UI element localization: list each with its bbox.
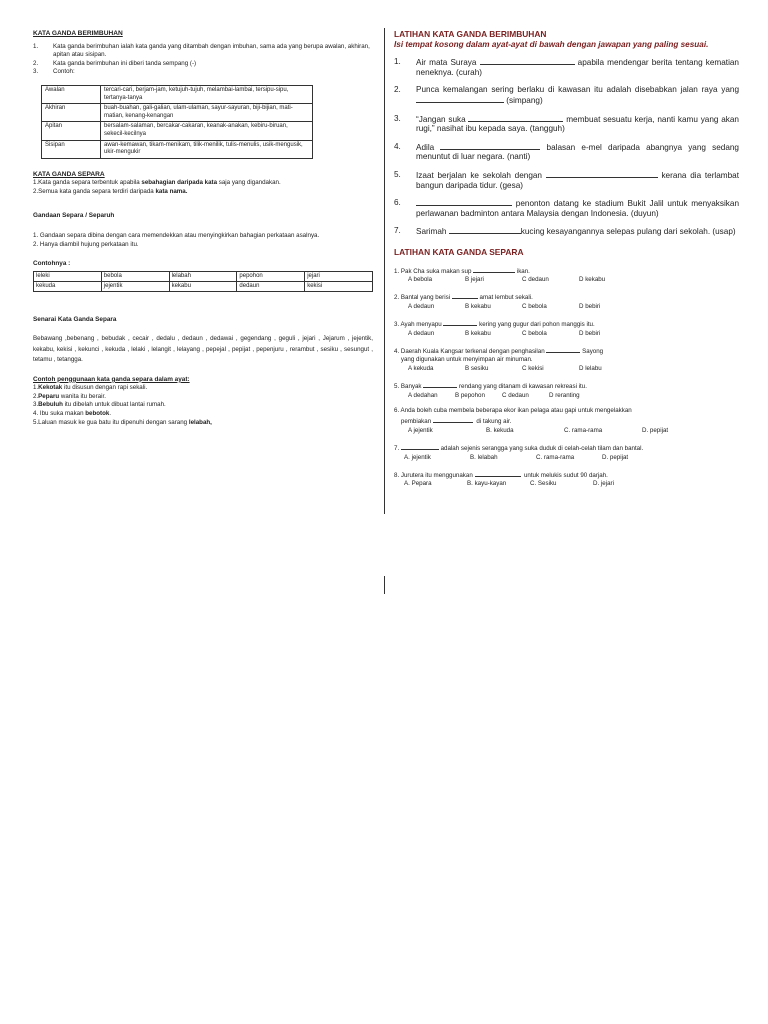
mcq-question [394, 407, 739, 435]
heading-contoh-penggunaan: Contoh penggunaan kata ganda separa dalam ayat: [33, 375, 190, 383]
options-row [394, 392, 739, 400]
kata-ganda-word: bebotok [85, 410, 110, 418]
item-text: Kata ganda berimbuhan ialah kata ganda yang ditambah dengan imbuhan, sama ada yang berupa awalan, akhiran, apitan atau sisipan. [53, 42, 370, 59]
answer-option[interactable]: D lelabu [579, 364, 602, 372]
contoh-ayat-list [33, 384, 373, 427]
item-text: Contoh: [53, 68, 75, 76]
exercise-title-berimbuhan: LATIHAN KATA GANDA BERIMBUHAN [394, 29, 547, 39]
options-row [394, 276, 739, 284]
word-cell: pepohon [237, 271, 305, 281]
intro-item [33, 43, 373, 60]
contoh-ayat: 5.Laluan masuk ke gua batu itu dipenuhi dengan sarang lelabah, [33, 418, 212, 426]
answer-option[interactable]: A jejentik [408, 426, 433, 434]
question-text: 4. Daerah Kuala Kangsar terkenal dengan penghasilan Sayong yang digunakan untuk menyimpan air minuman. [394, 345, 739, 365]
table-row [42, 85, 313, 103]
question-number: 2. [394, 85, 401, 95]
question-text: penonton datang ke stadium Bukit Jalil untuk menyaksikan perlawanan badminton antara Malaysia dengan Indonesia. (duyun) [416, 199, 739, 218]
answer-option[interactable]: A dedahan [408, 391, 438, 399]
table-row [42, 122, 313, 140]
answer-option[interactable]: B pepohon [455, 391, 485, 399]
answer-option[interactable]: C dedaun [502, 391, 529, 399]
answer-blank [443, 318, 477, 326]
answer-blank [475, 469, 521, 477]
question-text: Adila balasan e-mel daripada abangnya yang sedang menuntut di luar negara. (nanti) [416, 142, 739, 162]
item-number: 2. [33, 59, 39, 67]
contoh-ayat: 2.Peparu wanita itu berair. [33, 392, 106, 400]
intro-item [33, 60, 373, 69]
answer-blank [480, 57, 575, 65]
fill-question [394, 170, 739, 190]
mcq-question [394, 291, 739, 311]
imbuhan-examples: tercari-cari, berjam-jam, ketujuh-tujuh, melambai-lambai, tersipu-sipu, tertanya-tanya [101, 85, 313, 103]
imbuhan-table [41, 85, 313, 159]
imbuhan-examples: buah-buahan, gali-galian, ulam-ulaman, sayur-sayuran, biji-bijian, mati-matian, kenang-kenangan [101, 104, 313, 122]
kata-ganda-word: Bebuluh [38, 401, 63, 409]
answer-option[interactable]: B kekabu [465, 329, 491, 337]
item-text: Kata ganda berimbuhan ini diberi tanda sempang (-) [53, 59, 197, 67]
mcq-question [394, 318, 739, 338]
answer-option[interactable]: A dedaun [408, 329, 435, 337]
fill-question [394, 198, 739, 218]
separa-note: 2.Semua kata ganda separa terdiri daripada kata nama. [33, 187, 188, 195]
imbuhan-type: Apitan [42, 122, 101, 140]
answer-blank [433, 415, 473, 423]
table-row [42, 104, 313, 122]
answer-option[interactable]: B kekabu [465, 302, 491, 310]
bold-phrase: sebahagian daripada kata [141, 179, 218, 187]
heading-kata-ganda-separa: KATA GANDA SEPARA [33, 170, 105, 178]
contoh-label: Contohnya : [33, 260, 71, 268]
exercise-column [394, 30, 739, 489]
word-cell: bebola [101, 271, 169, 281]
answer-blank [546, 345, 580, 353]
word-cell: dedaun [237, 281, 305, 291]
contoh-ayat: 4. Ibu suka makan bebotok. [33, 410, 112, 418]
answer-option[interactable]: B. lelabah [470, 453, 498, 461]
answer-option[interactable]: B. kayu-kayan [467, 480, 507, 488]
page-tick-mark [384, 576, 385, 594]
separuh-note: 1. Gandaan separa dibina dengan cara memendekkan atau menyingkirkan bahagian perkataan asalnya. [33, 232, 320, 240]
word-cell: kekabu [169, 281, 237, 291]
question-text: 1. Pak Cha suka makan sup ikan. [394, 265, 739, 276]
options-row [394, 480, 739, 488]
answer-option[interactable]: C bebola [522, 329, 547, 337]
separa-notes [33, 179, 373, 196]
imbuhan-examples: awan-kemawan, tikam-menikam, tilik-menilik, tulis-menulis, usik-mengusik, ukir-mengukir [101, 140, 313, 158]
answer-option[interactable]: A kekuda [408, 364, 434, 372]
mcq-questions [394, 265, 739, 489]
contoh-ayat: 3.Bebuluh itu dibelah untuk dibuat lantai rumah. [33, 401, 166, 409]
answer-option[interactable]: D. pepijat [602, 453, 629, 461]
fill-question [394, 85, 739, 105]
heading-kata-ganda-berimbuhan: KATA GANDA BERIMBUHAN [33, 30, 123, 37]
question-text: Air mata Suraya apabila mendengar berita tentang kematian neneknya. (curah) [416, 58, 739, 77]
word-cell: jejari [305, 271, 373, 281]
senarai-text: Bebawang ,bebenang , bebudak , cecair , dedalu , dedaun , dedawai , gegendang , geguli , jejari , Jejarum , jejentik, kekabu, kekisi , kekunci , kekuda , lelaki , lelangit , lelayang , pepejal , pepijat , pepenjuru , rerambut , sesiku , sesungut , tetamu , tetangga. [33, 335, 373, 364]
question-text: “Jangan suka membuat sesuatu kerja, nanti kamu yang akan rugi,” nasihat ibu kepada saya. (tangguh) [416, 114, 739, 134]
answer-blank [473, 265, 515, 273]
word-cell: leleki [34, 271, 102, 281]
answer-option[interactable]: A bebola [408, 275, 433, 283]
answer-option[interactable]: B. kekuda [486, 426, 514, 434]
options-row [394, 427, 739, 435]
column-divider [384, 28, 385, 514]
answer-option[interactable]: C. rama-rama [536, 453, 575, 461]
answer-blank [449, 226, 521, 234]
heading-gandaan-separuh: Gandaan Separa / Separuh [33, 211, 115, 219]
question-text: Izaat berjalan ke sekolah dengan kerana dia terlambat bangun daripada tidur. (gesa) [416, 170, 739, 190]
options-row [394, 365, 739, 373]
options-row [394, 454, 739, 462]
bold-phrase: kata nama. [155, 187, 188, 195]
item-number: 1. [33, 42, 39, 50]
question-text: 6. Anda boleh cuba membela beberapa ekor ikan pelaga atau gapi untuk mengelakkan pembiakan di takung air. [394, 406, 632, 426]
answer-option[interactable]: C. Sesiku [530, 480, 557, 488]
exercise-title-separa: LATIHAN KATA GANDA SEPARA [394, 246, 524, 257]
fill-question [394, 142, 739, 162]
question-text: 2. Bantal yang berisi amat lembut sekali. [394, 291, 739, 302]
answer-option[interactable]: C bebola [522, 302, 547, 310]
mcq-question [394, 345, 739, 373]
answer-option[interactable]: A dedaun [408, 302, 435, 310]
word-cell: kekuda [34, 281, 102, 291]
question-number: 5. [394, 169, 401, 179]
answer-option[interactable]: D. pepijat [642, 426, 669, 434]
answer-blank [416, 95, 504, 103]
intro-list [33, 43, 373, 77]
fill-in-questions [394, 57, 739, 237]
answer-blank [401, 442, 439, 450]
word-cell: jejentik [101, 281, 169, 291]
word-cell: kekisi [305, 281, 373, 291]
mcq-question [394, 265, 739, 285]
exercise-instruction: Isi tempat kosong dalam ayat-ayat di bawah dengan jawapan yang paling sesuai. [394, 39, 709, 49]
answer-option[interactable]: C kekisi [522, 364, 544, 372]
answer-option[interactable]: D kekabu [579, 275, 606, 283]
fill-question [394, 57, 739, 77]
mcq-question [394, 469, 739, 489]
answer-blank [416, 198, 512, 206]
imbuhan-type: Awalan [42, 85, 101, 103]
answer-option[interactable]: C dedaun [522, 275, 549, 283]
word-cell: lelabah [169, 271, 237, 281]
question-number: 1. [394, 57, 401, 67]
question-text: 5. Banyak rendang yang ditanam di kawasan rekreasi itu. [394, 380, 739, 391]
imbuhan-examples: bersalam-salaman, bercakar-cakaran, keanak-anakan, kebiru-biruan, sekecil-kecilnya [101, 122, 313, 140]
imbuhan-type: Akhiran [42, 104, 101, 122]
kata-ganda-word: Peparu [38, 392, 60, 400]
contoh-ayat: 1.Kekotak itu disusun dengan rapi sekali. [33, 384, 148, 392]
fill-question [394, 226, 739, 237]
answer-option[interactable]: A. Pepara [404, 480, 432, 488]
mcq-question [394, 442, 739, 462]
options-row [394, 330, 739, 338]
answer-blank [468, 114, 563, 122]
table-row [34, 281, 373, 291]
answer-option[interactable]: B jejari [465, 275, 484, 283]
item-number: 3. [33, 68, 39, 76]
question-text: 8. Jurutera itu menggunakan untuk melukis sudut 90 darjah. [394, 469, 739, 480]
answer-blank [452, 291, 478, 299]
fill-question [394, 114, 739, 134]
question-number: 7. [394, 226, 401, 236]
options-row [394, 303, 739, 311]
answer-option[interactable]: D reranting [549, 391, 580, 399]
answer-option[interactable]: D bebiri [579, 302, 601, 310]
contoh-table [33, 271, 373, 292]
kata-ganda-word: lelabah, [188, 418, 212, 426]
answer-option[interactable]: C. rama-rama [564, 426, 603, 434]
table-row [34, 271, 373, 281]
separuh-note: 2. Hanya diambil hujung perkataan itu. [33, 240, 139, 248]
answer-option[interactable]: B sesiku [465, 364, 489, 372]
answer-option[interactable]: D bebiri [579, 329, 601, 337]
intro-item [33, 68, 373, 77]
separuh-notes [33, 232, 373, 249]
question-number: 6. [394, 198, 401, 208]
answer-blank [440, 142, 540, 150]
question-number: 4. [394, 141, 401, 151]
table-row [42, 140, 313, 158]
answer-option[interactable]: A. jejentik [404, 453, 431, 461]
separa-note: 1.Kata ganda separa terbentuk apabila sebahagian daripada kata saja yang digandakan. [33, 179, 281, 187]
question-number: 3. [394, 113, 401, 123]
answer-blank [546, 170, 658, 178]
question-text: Sarimah kucing kesayangannya selepas pulang dari sekolah. (usap) [416, 227, 736, 237]
mcq-question [394, 380, 739, 400]
answer-blank [423, 380, 457, 388]
kata-ganda-word: Kekotak [38, 384, 63, 392]
heading-senarai: Senarai Kata Ganda Separa [33, 315, 117, 323]
question-text: 7. adalah sejenis serangga yang suka duduk di celah-celah tilam dan bantal. [394, 442, 739, 453]
imbuhan-type: Sisipan [42, 140, 101, 158]
question-text: Punca kemalangan sering berlaku di kawasan itu adalah disebabkan jalan raya yang (simpang) [416, 85, 739, 105]
answer-option[interactable]: D. jejari [593, 480, 614, 488]
notes-column [33, 30, 373, 427]
question-text: 3. Ayah menyapu kering yang gugur dari pohon manggis itu. [394, 318, 739, 329]
